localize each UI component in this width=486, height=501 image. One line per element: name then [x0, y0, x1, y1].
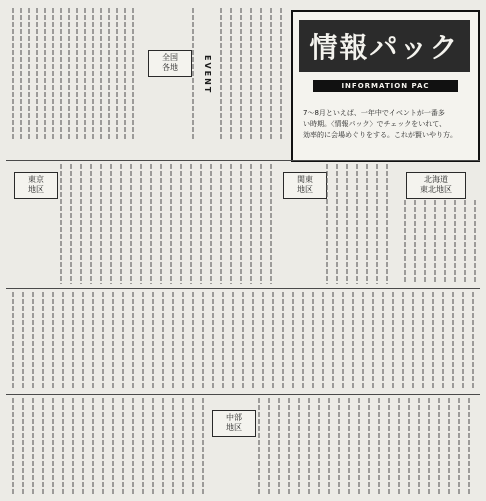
page-title: 情報パック [299, 20, 470, 72]
intro-text [303, 108, 468, 142]
divider [6, 160, 480, 161]
text-column-block-top-middle [188, 8, 198, 140]
page-subtitle: INFORMATION PAC [313, 80, 458, 92]
text-column-block-lower [8, 292, 480, 390]
text-column-block-far-right [400, 200, 478, 284]
text-column-block-top-center [216, 8, 286, 140]
region-label-tokyo: 東京 地区 [14, 172, 58, 199]
intro-line: 7～8月といえば、一年中でイベントが一番多 [303, 109, 445, 117]
intro-line: 効率的に会場めぐりをする。これが賢いやり方。 [303, 131, 457, 140]
text-column-block-bottom-right [254, 398, 480, 494]
divider [6, 394, 480, 395]
divider [6, 288, 480, 289]
info-pack-header [291, 10, 480, 162]
text-column-block-top-left [8, 8, 138, 140]
region-label-zenkoku: 全国 各地 [148, 50, 192, 77]
text-column-block-middle-left [56, 164, 276, 284]
region-label-hokkaido-tohoku: 北海道 東北地区 [406, 172, 466, 199]
intro-line: い時期。〈情報パック〉でチェックをいれて、 [303, 120, 447, 129]
region-label-chubu: 中部 地区 [212, 410, 256, 437]
event-section-label: EVENT [203, 55, 212, 95]
text-column-block-middle-right [322, 164, 398, 284]
text-column-block-bottom-left [8, 398, 208, 494]
region-label-kanto: 関東 地区 [283, 172, 327, 199]
